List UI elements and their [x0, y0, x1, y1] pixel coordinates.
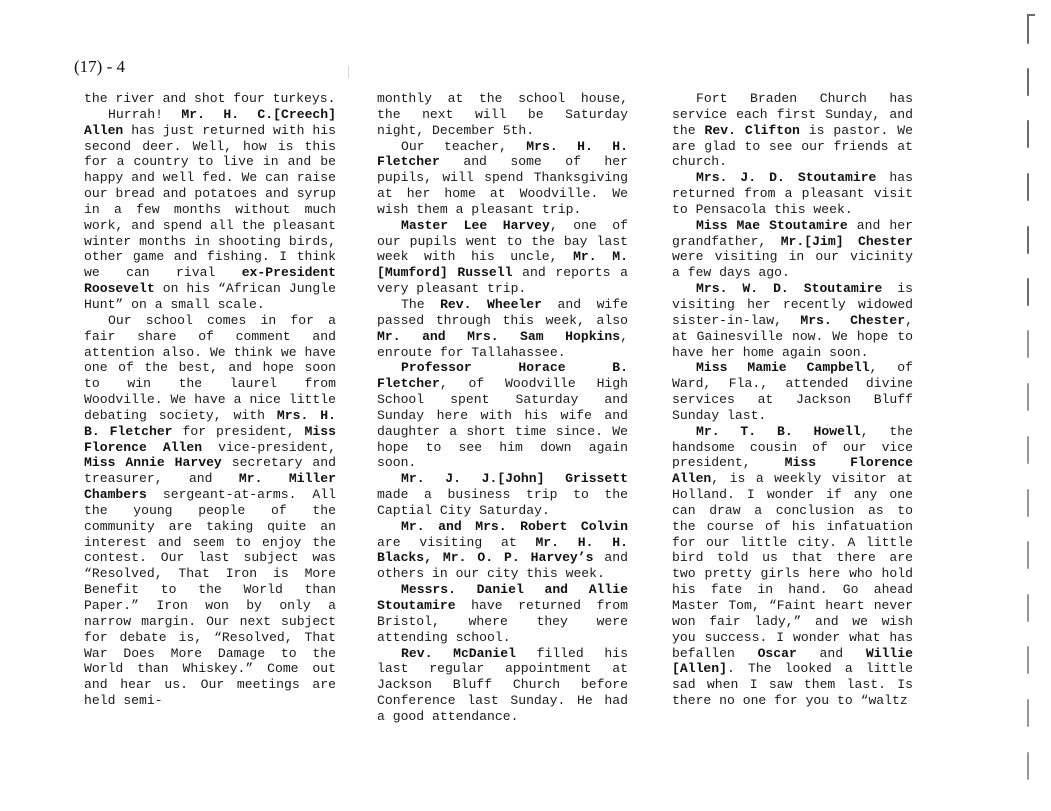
person-name: Miss Florence Allen	[84, 423, 336, 455]
person-name: Mr. Miller Chambers	[84, 471, 336, 503]
person-name: Mrs. W. D. Stoutamire	[696, 281, 883, 297]
article-paragraph	[377, 139, 628, 218]
binding-mark	[1027, 541, 1029, 569]
article-paragraph	[377, 646, 628, 725]
text-run: has just returned with his second deer. Well, how is this for a country to live in and be happy and well fed. We can raise our bread and potatoes and syrup in a few months without much work, and spend all the pleasant winter months in shooting birds, other game and fishing. I think we can rival	[84, 122, 336, 281]
binding-mark	[1027, 436, 1029, 464]
person-name: Mrs. Chester	[800, 312, 906, 328]
text-run: is pastor. We are glad to see our friends at church.	[672, 122, 913, 170]
person-name: Mr. H. H. Blacks, Mr. O. P. Harvey’s	[377, 534, 628, 566]
text-run: The	[401, 296, 441, 312]
binding-mark	[1027, 646, 1029, 674]
article-paragraph	[377, 471, 628, 519]
article-paragraph	[84, 313, 336, 709]
article-paragraph	[84, 107, 336, 313]
binding-mark	[1027, 594, 1029, 622]
article-paragraph	[377, 519, 628, 582]
person-name: ex-President Roosevelt	[84, 265, 336, 297]
article-paragraph	[377, 582, 628, 645]
text-column-1	[84, 91, 336, 709]
text-run: , one of our pupils went to the bay last week with his uncle,	[377, 217, 628, 265]
article-paragraph	[377, 218, 628, 297]
person-name: Miss Mae Stoutamire	[696, 217, 848, 233]
text-run: and her grandfather,	[672, 217, 913, 249]
person-name: Master Lee Harvey	[401, 217, 550, 233]
binding-edge-marks	[1027, 0, 1039, 811]
text-run: , the handsome cousin of our vice president,	[672, 423, 913, 471]
text-run: Our school comes in for a fair share of comment and attention also. We think we have one of the best, and hope soon to win the laurel from Woodville. We have a nice little debating society, with	[84, 312, 336, 423]
person-name: Rev. Wheeler	[440, 296, 543, 312]
person-name: Willie [Allen]	[672, 645, 913, 677]
text-run: and reports a very pleasant trip.	[377, 265, 628, 297]
text-run: for president,	[172, 423, 305, 439]
article-paragraph	[672, 424, 913, 709]
binding-mark	[1027, 14, 1029, 44]
binding-mark	[1027, 226, 1029, 254]
article-paragraph	[672, 218, 913, 281]
text-run: Our teacher,	[401, 138, 527, 154]
text-run: were visiting in our vicinity a few days ago.	[672, 249, 913, 281]
article-paragraph	[672, 170, 913, 218]
person-name: Messrs. Daniel and Allie Stoutamire	[377, 582, 628, 613]
text-run: filled his last regular appointment at Jackson Bluff Church before Conference last Sunday. He had a good attendance.	[377, 645, 628, 724]
text-run: , of Ward, Fla., attended divine services at Jackson Bluff Sunday last.	[672, 360, 914, 423]
person-name: Oscar	[757, 645, 797, 661]
text-run: Hurrah!	[108, 106, 182, 122]
article-paragraph	[672, 360, 913, 423]
article-paragraph	[84, 91, 336, 107]
person-name: Miss Florence Allen	[672, 455, 913, 487]
scan-artifact	[348, 66, 349, 78]
text-run: and wife passed through this week, also	[377, 296, 629, 328]
binding-mark	[1027, 383, 1029, 411]
person-name: Mr. H. C.[Creech] Allen	[84, 106, 336, 138]
text-run: has returned from a pleasant visit to Pensacola this week.	[672, 170, 913, 217]
page-number: (17) - 4	[74, 57, 125, 76]
text-run: secretary and treasurer, and	[84, 455, 336, 487]
person-name: Mr. M. [Mumford] Russell	[377, 249, 628, 281]
text-run: . The looked a little sad when I saw them last. Is there no one for you to “waltz	[672, 661, 913, 709]
text-run: monthly at the school house, the next will be Saturday night, December 5th.	[377, 91, 628, 138]
person-name: Mr. T. B. Howell	[696, 423, 861, 439]
text-run: , at Gainesville now. We hope to have her home again soon.	[672, 312, 913, 360]
person-name: Miss Annie Harvey	[84, 455, 222, 471]
person-name: Rev. McDaniel	[401, 645, 516, 661]
binding-mark	[1027, 752, 1029, 780]
binding-mark	[1027, 699, 1029, 727]
article-paragraph	[377, 297, 628, 360]
person-name: Mrs. J. D. Stoutamire	[696, 170, 877, 186]
article-paragraph	[672, 91, 913, 170]
text-run: , is a weekly visitor at Holland. I wonder if any one can draw a conclusion as to the course of his infatuation for our little city. A little bird told us that there are two pretty girls here who hold his fate in hand. Go ahead Master Tom, “Faint heart never won fair lady,” and we wish you success. I wonder what has befallen	[672, 471, 913, 661]
person-name: Mrs. H. H. Fletcher	[377, 138, 628, 170]
text-run: sergeant-at-arms. All the young people of the community are taking quite an interest and seem to enjoy the contest. Our last subject was “Resolved, That Iron is More Benefit to the World than Paper.” Iron won by only a narrow margin. Our next subject for debate is, “Resolved, That War Does More Damage to the World than Whiskey.” Come out and hear us. Our meetings are held semi-	[84, 487, 336, 709]
person-name: Mr. and Mrs. Robert Colvin	[401, 518, 628, 534]
binding-mark	[1027, 330, 1029, 358]
text-run: and some of her pupils, will spend Thanksgiving at her home at Woodville. We wish them a pleasant trip.	[377, 154, 628, 217]
binding-mark	[1027, 173, 1029, 201]
person-name: Professor Horace B. Fletcher	[377, 360, 628, 392]
person-name: Mr. and Mrs. Sam Hopkins	[377, 328, 621, 344]
person-name: Miss Mamie Campbell	[696, 360, 870, 376]
article-paragraph	[377, 360, 628, 471]
binding-mark	[1027, 278, 1029, 306]
article-paragraph	[672, 281, 913, 360]
text-run: vice-president,	[202, 439, 336, 455]
article-paragraph	[377, 91, 628, 139]
text-run: Fort Braden Church has service each first Sunday, and the	[672, 91, 913, 138]
person-name: Mr.[Jim] Chester	[780, 233, 913, 249]
text-run: are visiting at	[377, 534, 536, 550]
text-run: and others in our city this week.	[377, 550, 628, 582]
binding-mark	[1027, 120, 1029, 148]
text-run: and	[796, 645, 866, 661]
text-run: , of Woodville High School spent Saturday and Sunday here with his wife and daughter a short time since. We hope to see him down again soon.	[377, 376, 628, 471]
binding-mark	[1027, 68, 1029, 96]
text-run: the river and shot four turkeys.	[84, 91, 336, 106]
text-run: is visiting her recently widowed sister-in-law,	[672, 281, 914, 328]
text-run: made a business trip to the Captial City Saturday.	[377, 487, 628, 518]
person-name: Rev. Clifton	[704, 122, 800, 138]
text-column-2	[377, 91, 628, 725]
text-run: on his “African Jungle Hunt” on a small scale.	[84, 281, 336, 312]
text-column-3	[672, 91, 913, 709]
text-run: , enroute for Tallahassee.	[377, 328, 628, 360]
person-name: Mr. J. J.[John] Grissett	[401, 471, 628, 487]
text-run: have returned from Bristol, where they were attending school.	[377, 598, 628, 645]
binding-mark	[1027, 489, 1029, 517]
person-name: Mrs. H. B. Fletcher	[84, 407, 336, 439]
